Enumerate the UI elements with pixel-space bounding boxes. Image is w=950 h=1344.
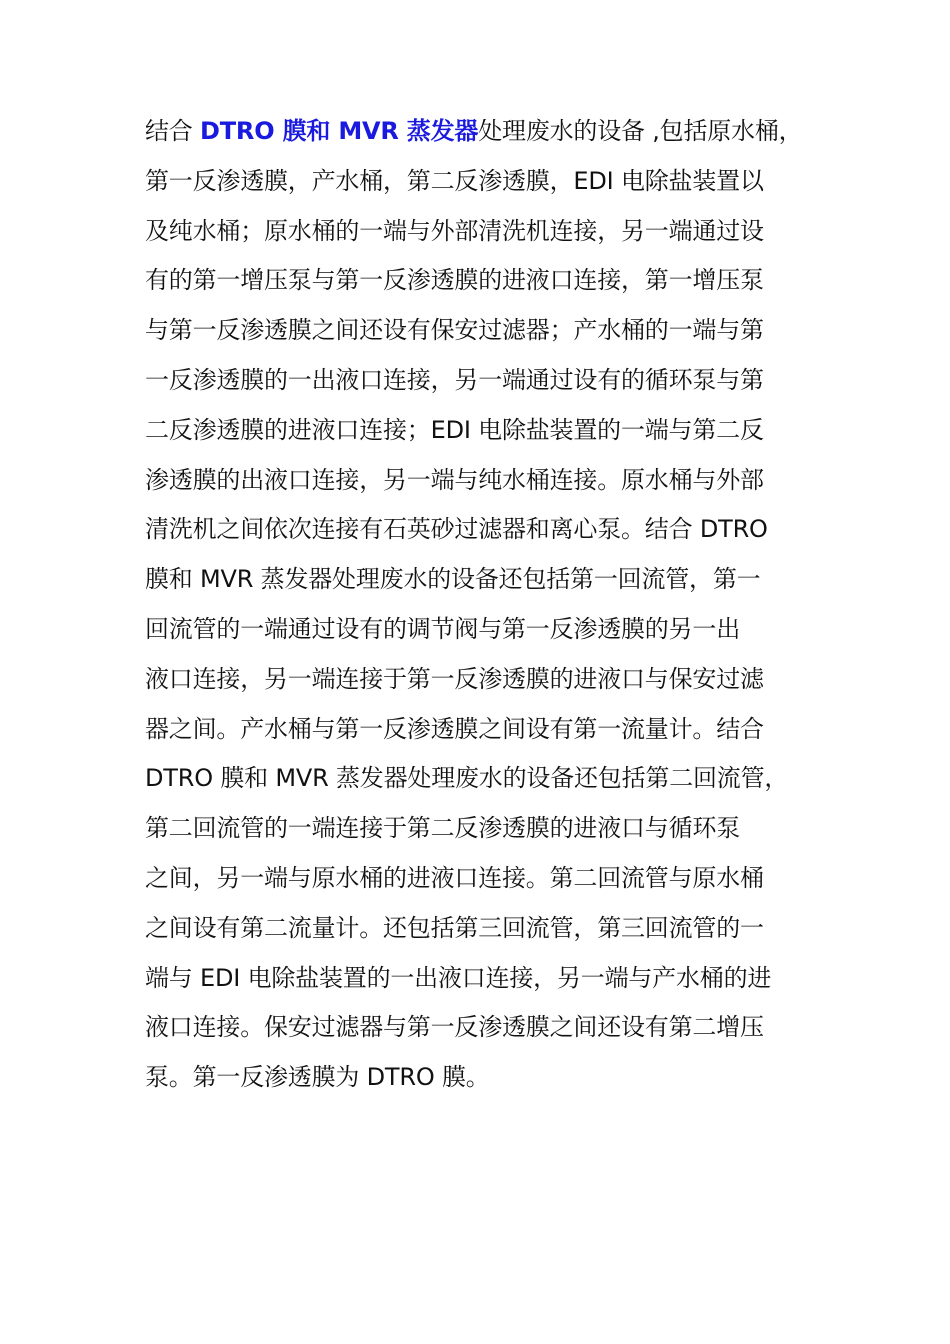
text-line [145, 605, 815, 655]
line-text: 及纯水桶；原水桶的一端与外部清洗机连接，另一端通过设 [145, 216, 764, 245]
line-text: DTRO 膜和 MVR 蒸发器处理废水的设备还包括第二回流管， [145, 764, 789, 793]
line-text: 液口连接。保安过滤器与第一反渗透膜之间还设有第二增压 [145, 1013, 764, 1042]
line-text: 二反渗透膜的进液口连接；EDI 电除盐装置的一端与第二反 [145, 415, 764, 444]
text-line [145, 157, 815, 207]
paragraph [145, 107, 815, 1103]
line-text: 处理废水的设备 ,包括原水桶， [478, 117, 803, 145]
line-text: 回流管的一端通过设有的调节阀与第一反渗透膜的另一出 [145, 614, 740, 643]
text-line [145, 1053, 815, 1103]
line-text: 第一反渗透膜，产水桶，第二反渗透膜，EDI 电除盐装置以 [145, 166, 764, 195]
text-line [145, 655, 815, 705]
text-line [145, 555, 815, 605]
text-line [145, 804, 815, 854]
text-line [145, 505, 815, 555]
text-line [145, 904, 815, 954]
text-line [145, 356, 815, 406]
line-text: 与第一反渗透膜之间还设有保安过滤器；产水桶的一端与第 [145, 316, 764, 345]
line-text: 结合 [145, 117, 201, 145]
text-line [145, 256, 815, 306]
text-line [145, 456, 815, 506]
highlighted-term: DTRO 膜和 MVR 蒸发器 [200, 117, 479, 145]
line-text: 之间，另一端与原水桶的进液口连接。第二回流管与原水桶 [145, 863, 764, 892]
text-line [145, 754, 815, 804]
line-text: 渗透膜的出液口连接，另一端与纯水桶连接。原水桶与外部 [145, 465, 764, 494]
text-line [145, 107, 815, 157]
line-text: 液口连接，另一端连接于第一反渗透膜的进液口与保安过滤 [145, 664, 764, 693]
line-text: 泵。第一反渗透膜为 DTRO 膜。 [145, 1063, 490, 1092]
line-text: 一反渗透膜的一出液口连接，另一端通过设有的循环泵与第 [145, 365, 764, 394]
text-line [145, 1003, 815, 1053]
text-line [145, 954, 815, 1004]
text-line [145, 705, 815, 755]
line-text: 之间设有第二流量计。还包括第三回流管，第三回流管的一 [145, 913, 764, 942]
text-line [145, 207, 815, 257]
text-line [145, 306, 815, 356]
line-text: 器之间。产水桶与第一反渗透膜之间设有第一流量计。结合 [145, 714, 764, 743]
line-text: 第二回流管的一端连接于第二反渗透膜的进液口与循环泵 [145, 814, 740, 843]
line-text: 膜和 MVR 蒸发器处理废水的设备还包括第一回流管，第一 [145, 565, 761, 594]
line-text: 清洗机之间依次连接有石英砂过滤器和离心泵。结合 DTRO [145, 515, 768, 544]
text-line [145, 854, 815, 904]
line-text: 有的第一增压泵与第一反渗透膜的进液口连接，第一增压泵 [145, 266, 764, 295]
line-text: 端与 EDI 电除盐装置的一出液口连接，另一端与产水桶的进 [145, 963, 772, 992]
text-line [145, 406, 815, 456]
